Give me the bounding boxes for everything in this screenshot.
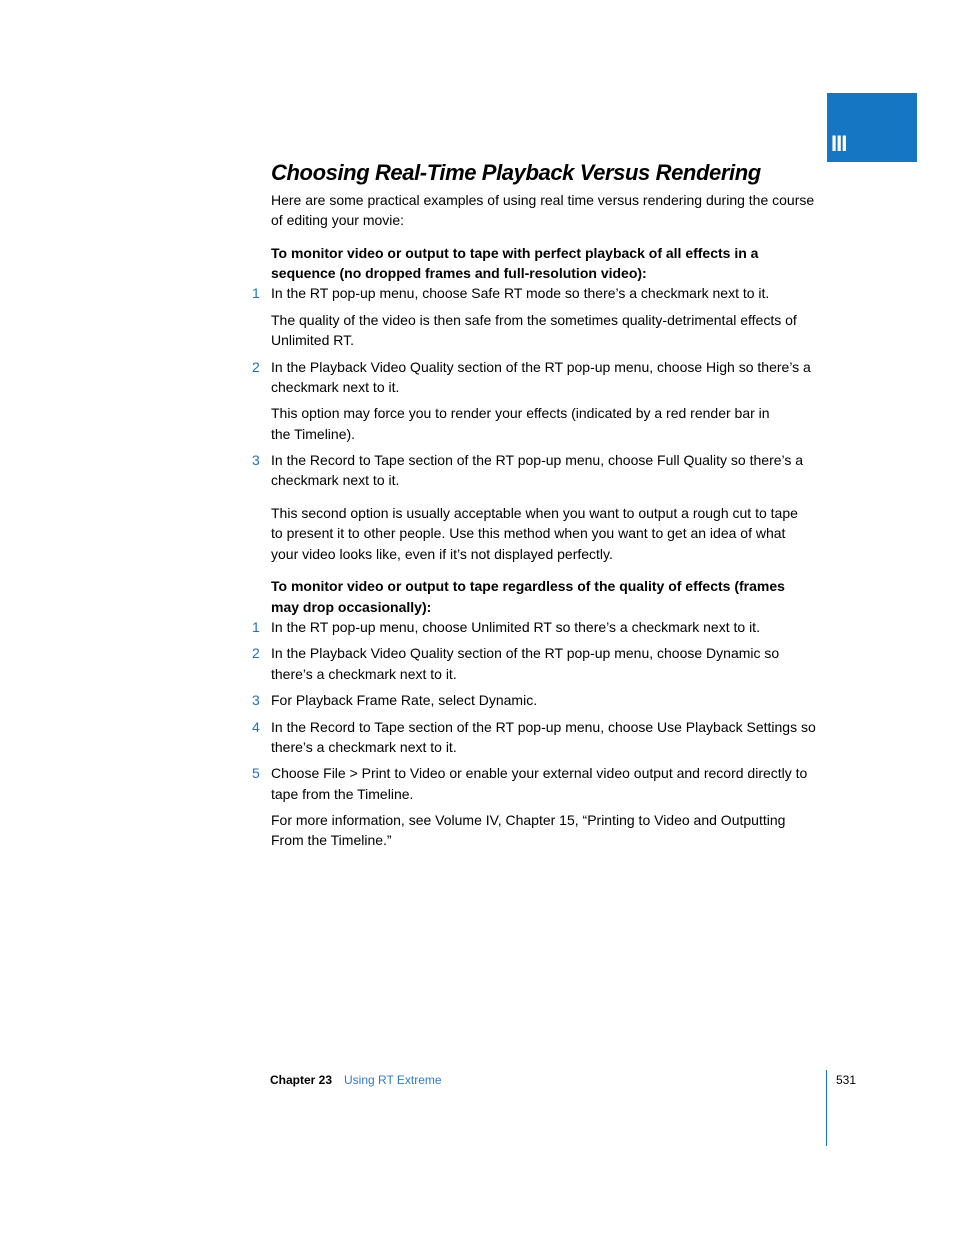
step-text: In the RT pop-up menu, choose Safe RT mode so there’s a checkmark next to it. [271, 285, 770, 301]
step-text: Choose File > Print to Video or enable your external video output and record directly to [271, 765, 808, 781]
summary-line: This second option is usually acceptable when you want to output a rough cut to tape [271, 505, 798, 521]
intro-line: Here are some practical examples of using real time versus rendering during the course [271, 192, 815, 208]
step-number: 2 [252, 359, 260, 375]
step-text: tape from the Timeline. [271, 786, 414, 802]
page-number: 531 [836, 1073, 857, 1087]
section-tab [827, 93, 917, 162]
step-text: checkmark next to it. [271, 472, 400, 488]
step-number: 3 [252, 692, 260, 708]
step-number: 2 [252, 645, 260, 661]
step-number: 4 [252, 719, 260, 735]
step-number: 1 [252, 285, 260, 301]
step-number: 5 [252, 765, 260, 781]
section-tab-label: III [831, 131, 847, 156]
step-note: Unlimited RT. [271, 332, 354, 348]
summary-line: your video looks like, even if it’s not displayed perfectly. [271, 546, 613, 562]
footer-chapter: Chapter 23 [270, 1073, 333, 1087]
section-heading: Choosing Real-Time Playback Versus Rendering [271, 160, 761, 185]
step-note: This option may force you to render your effects (indicated by a red render bar in [271, 405, 770, 421]
step-text: In the Record to Tape section of the RT pop-up menu, choose Full Quality so there’s a [271, 452, 804, 468]
more-info-line: For more information, see Volume IV, Chapter 15, “Printing to Video and Outputting [271, 812, 786, 828]
intro-line: of editing your movie: [271, 212, 405, 228]
task-title: may drop occasionally): [271, 599, 432, 615]
task-title: sequence (no dropped frames and full-resolution video): [271, 265, 647, 281]
step-note: the Timeline). [271, 426, 356, 442]
step-text: In the Record to Tape section of the RT pop-up menu, choose Use Playback Settings so [271, 719, 816, 735]
task-title: To monitor video or output to tape with perfect playback of all effects in a [271, 245, 759, 261]
footer-chapter-link[interactable]: Using RT Extreme [344, 1073, 442, 1087]
step-text: In the Playback Video Quality section of the RT pop-up menu, choose High so there’s a [271, 359, 811, 375]
step-note: The quality of the video is then safe from the sometimes quality-detrimental effects of [271, 312, 797, 328]
step-text: there’s a checkmark next to it. [271, 666, 457, 682]
step-number: 3 [252, 452, 260, 468]
step-text: For Playback Frame Rate, select Dynamic. [271, 692, 538, 708]
step-text: checkmark next to it. [271, 379, 400, 395]
task-title: To monitor video or output to tape regardless of the quality of effects (frames [271, 578, 785, 594]
step-text: In the Playback Video Quality section of the RT pop-up menu, choose Dynamic so [271, 645, 780, 661]
footer-divider [826, 1070, 827, 1146]
step-text: In the RT pop-up menu, choose Unlimited RT so there’s a checkmark next to it. [271, 619, 760, 635]
step-number: 1 [252, 619, 260, 635]
more-info-line: From the Timeline.” [271, 832, 392, 848]
step-text: there’s a checkmark next to it. [271, 739, 457, 755]
summary-line: to present it to other people. Use this method when you want to get an idea of what [271, 525, 786, 541]
